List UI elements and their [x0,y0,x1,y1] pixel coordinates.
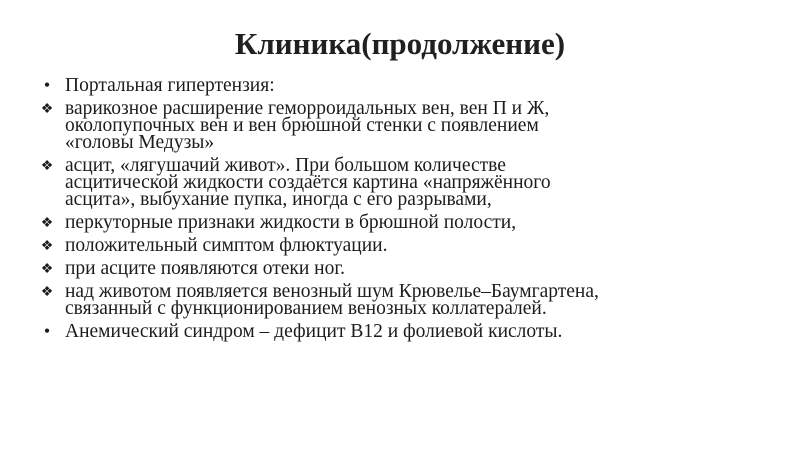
text-line: «головы Медузы» [65,132,215,153]
list-item-text [65,214,772,231]
text-line: околопупочных вен и вен брюшной стенки с появлением [65,115,539,136]
diamond-bullet-icon: ❖ [40,216,54,231]
text-line: при асците появляются отеки ног. [65,258,346,279]
diamond-bullet-icon: ❖ [40,262,54,277]
list-item-text [65,323,772,340]
text-line: варикозное расширение геморроидальных вен, вен П и Ж, [65,98,550,119]
diamond-bullet-icon: ❖ [40,102,54,117]
diamond-bullet-icon: ❖ [40,285,54,300]
bullet-icon: • [43,75,51,95]
list-item-text [65,100,772,151]
text-line: над животом появляется венозный шум Крювелье–Баумгартена, [65,281,599,302]
text-line: связанный с функционированием венозных коллатералей. [65,298,547,319]
list-item-text [65,260,772,277]
text-line: перкуторные признаки жидкости в брюшной полости, [65,212,517,233]
slide-content [32,77,772,346]
list-item [32,237,772,254]
list-item-text [65,283,772,317]
list-item [32,214,772,231]
diamond-bullet-icon: ❖ [40,239,54,254]
list-item [32,283,772,317]
list-item [32,100,772,151]
text-line: положительный симптом флюктуации. [65,235,388,256]
list-item [32,77,772,94]
list-item-text [65,157,772,208]
text-line: Портальная гипертензия: [65,75,275,96]
slide-title: Клиника(продолжение) [234,26,566,61]
list-item [32,157,772,208]
text-line: асцит, «лягушачий живот». При большом количестве [65,155,506,176]
list-item-text [65,77,772,94]
list-item-text [65,237,772,254]
list-item [32,260,772,277]
text-line: Анемический синдром – дефицит В12 и фолиевой кислоты. [65,321,563,342]
text-line: асцитической жидкости создаётся картина «напряжённого [65,172,551,193]
list-item [32,323,772,340]
diamond-bullet-icon: ❖ [40,159,54,174]
bullet-icon: • [43,321,51,341]
text-line: асцита», выбухание пупка, иногда с его разрывами, [65,189,492,210]
